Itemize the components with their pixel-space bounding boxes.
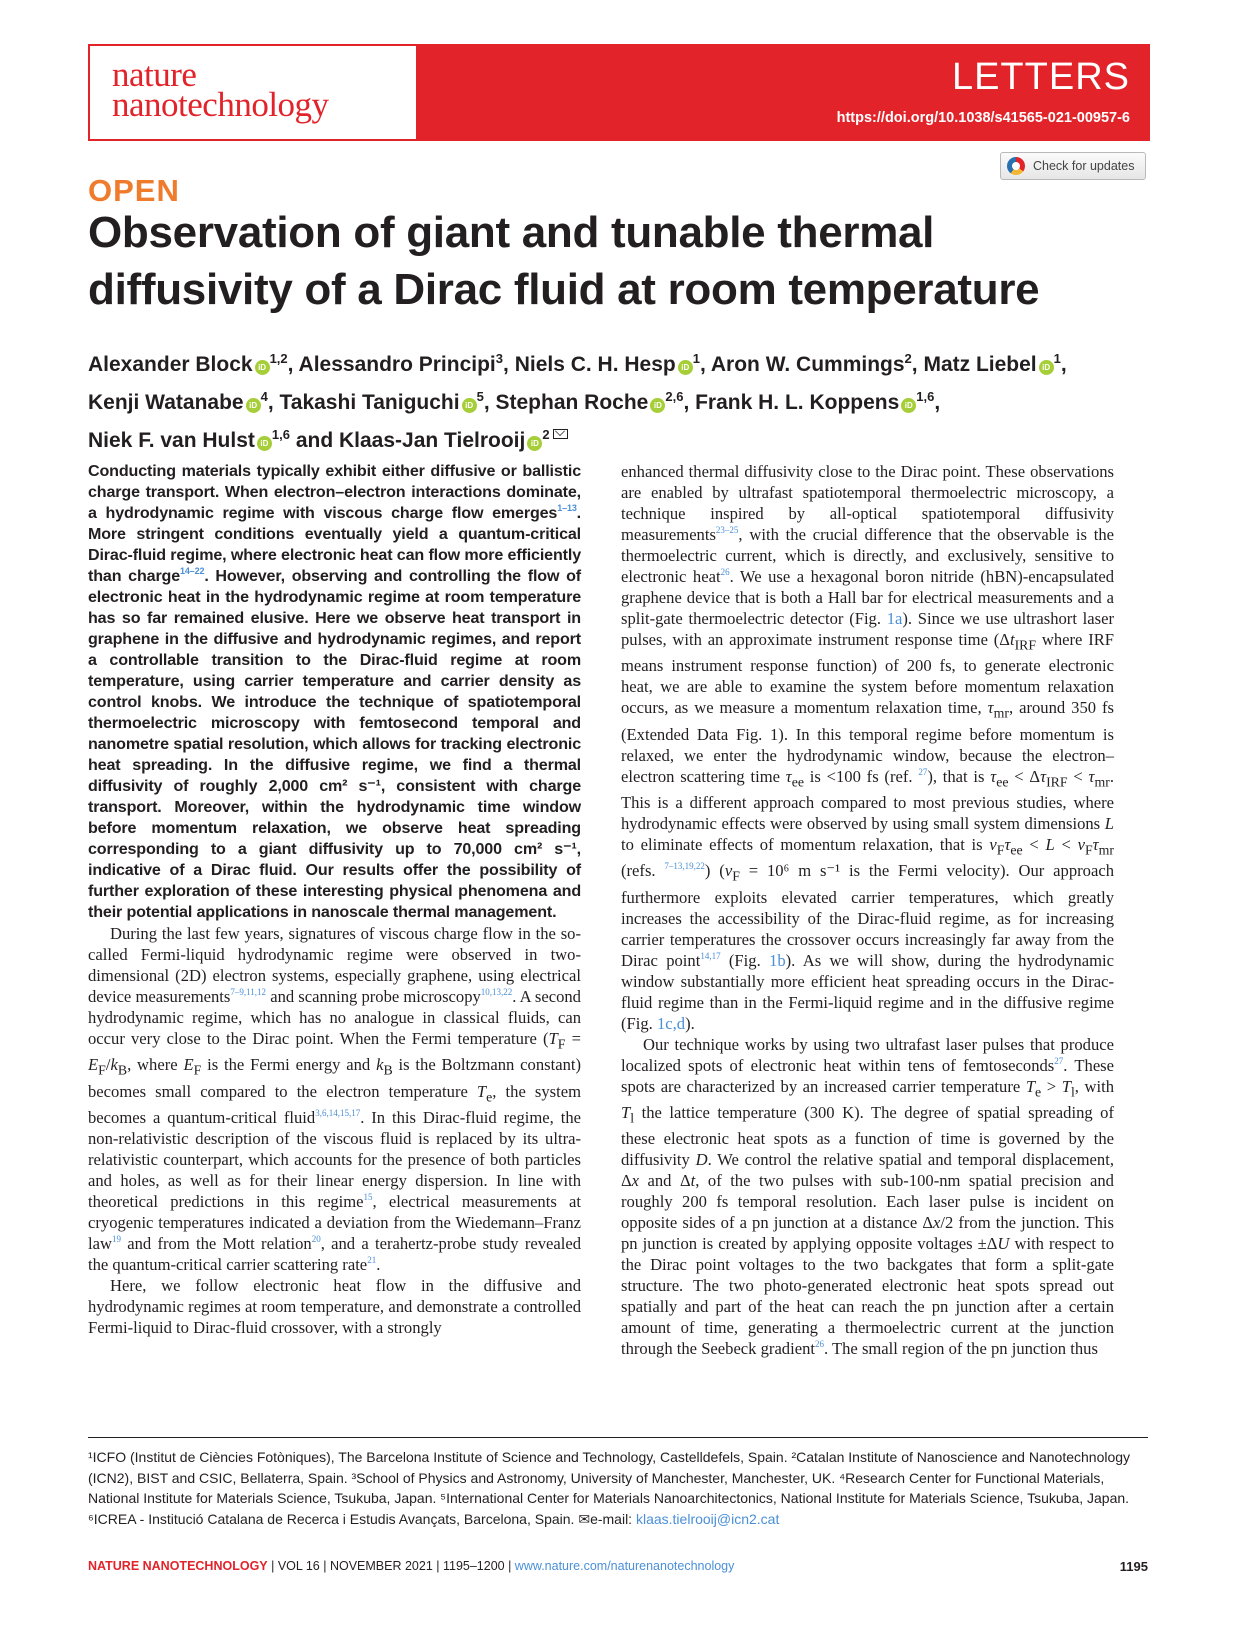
affiliations-footnote: ¹ICFO (Institut de Ciències Fotòniques), The Barcelona Institute of Science and Technology, Castelldefels, Spain. ²Catalan Institute of Nanoscience and Nanotechnology (ICN2), BIST and CSIC, Bellaterra, Spain. ³School of Physics and Astronomy, University of Manchester, Manchester, UK. ⁴Research Center for Functional Materials, National Institute for Materials Science, Tsukuba, Japan. ⁵International Center for Materials Nanoarchitectonics, National Institute for Materials Science, Tsukuba, Japan. ⁶ICREA - Institució Catalana de Recerca i Estudis Avançats, Barcelona, Spain. ✉e-mail: klaas.tielrooij@icn2.cat [88, 1449, 1131, 1527]
logo-line-1: nature [112, 55, 197, 94]
check-for-updates-button[interactable] [1000, 152, 1146, 180]
author[interactable]: Niek F. van Hulst iD$^{1,6}$ [88, 427, 290, 452]
footer-journal-link[interactable]: www.nature.com/naturenanotechnology [514, 1559, 735, 1573]
footnote-divider [88, 1437, 1148, 1438]
author[interactable]: Aron W. Cummings$^2$ [710, 351, 912, 376]
header-banner [416, 46, 1148, 139]
crossmark-icon [1007, 157, 1025, 175]
logo-line-2: nanotechnology [112, 85, 329, 124]
journal-logo[interactable] [90, 46, 416, 139]
footer-journal: NATURE NANOTECHNOLOGY [88, 1559, 268, 1573]
orcid-icon[interactable]: iD [462, 398, 477, 413]
orcid-icon[interactable]: iD [527, 436, 542, 451]
body-paragraph: Our technique works by using two ultrafast laser pulses that produce localized spots of electronic heat within tens of femtoseconds$^{27}$. These spots are characterized by an increased carrier temperature $T_e > T_l$, with $T_l$ the lattice temperature (300 K). The degree of spatial spreading of these electronic heat spots as a function of time is governed by the diffusivity D. We control the relative spatial and temporal displacement, Δx and Δt, of the two pulses with sub-100-nm spatial precision and roughly 200 fs temporal resolution. Each laser pulse is incident on opposite sides of a pn junction at a distance Δx/2 from the junction. This pn junction is created by applying opposite voltages ±ΔU with respect to the Dirac point voltages to the two backgates that form a split-gate structure. The two photo-generated electronic heat spots spread out spatially and part of the heat can reach the pn junction after a certain amount of time, generating a thermoelectric current at the junction through the Seebeck gradient$^{26}$. The small region of the pn junction thus [621, 1034, 1115, 1359]
orcid-icon[interactable]: iD [255, 360, 270, 375]
orcid-icon[interactable]: iD [650, 398, 665, 413]
author[interactable]: Stephan Roche iD$^{2,6}$ [495, 389, 684, 414]
author-list: Alexander Block iD$^{1,2}$, Alessandro Principi$^3$, Niels C. H. Hesp $iD^1$, Aron W. Cummings$^2$, Matz Liebel $iD^1$, Kenji Watanabe $iD^4$, Takashi Taniguchi $iD^5$, Stephan Roche iD$^{2,6}$, Frank H. L. Koppens iD$^{1,6}$, Niek F. van Hulst iD$^{1,6}$ and Klaas-Jan Tielrooij $iD^2$ [88, 351, 1067, 452]
author[interactable]: Alessandro Principi$^3$ [298, 351, 504, 376]
orcid-icon[interactable]: iD [901, 398, 916, 413]
author[interactable]: Kenji Watanabe $iD^4$ [88, 389, 268, 414]
section-label: LETTERS [951, 56, 1130, 98]
author[interactable]: Alexander Block iD$^{1,2}$ [88, 351, 288, 376]
body-paragraph: enhanced thermal diffusivity close to the Dirac point. These observations are enabled by ultrafast spatiotemporal thermoelectric microscopy, a technique inspired by all-optical spatiotemporal diffusivity measurements$^{23-25}$, with the crucial difference that the observable is the thermoelectric current, which is directly, and exclusively, sensitive to electronic heat$^{26}$. We use a hexagonal boron nitride (hBN)-encapsulated graphene device that is both a Hall bar for electrical measurements and a split-gate thermoelectric detector (Fig. 1a). Since we use ultrashort laser pulses, with an approximate instrument response time ($\Delta t_{IRF}$ where IRF means instrument response function) of 200 fs, to generate electronic heat, we are able to examine the system before momentum relaxation occurs, as we measure a momentum relaxation time, $\tau_{mr}$, around 350 fs (Extended Data Fig. 1). In this temporal regime before momentum is relaxed, we enter the hydrodynamic window, because the electron–electron scattering time $\tau_{ee}$ is <100 fs (ref. $^{27}$), that is $\tau_{ee} < \Delta\tau_{IRF} < \tau_{mr}$. This is a different approach compared to most previous studies, where hydrodynamic effects were observed by using small system dimensions L to eliminate effects of momentum relaxation, that is $v_F\tau_{ee} < L < v_F\tau_{mr}$ (refs. $^{7-13,19,22}$) ($v_F = 10^6$ m s⁻¹ is the Fermi velocity). Our approach furthermore exploits elevated carrier temperatures, which greatly increases the accessibility of the Dirac-fluid regime, as for increasing carrier temperatures the crossover occurs increasingly far away from the Dirac point$^{14,17}$ (Fig. 1b). As we will show, during the hydrodynamic window substantially more efficient heat spreading occurs in the Dirac-fluid regime than in the Fermi-liquid regime and in the diffusive regime (Fig. 1c,d). [621, 462, 1115, 1033]
footer-details: | VOL 16 | NOVEMBER 2021 | 1195–1200 | [267, 1559, 515, 1573]
page-number: 1195 [1119, 1559, 1148, 1574]
journal-header [88, 44, 1150, 141]
orcid-icon[interactable]: iD [257, 436, 272, 451]
orcid-icon[interactable]: iD [678, 360, 693, 375]
abstract: Conducting materials typically exhibit either diffusive or ballistic charge transport. When electron–electron interactions dominate, a hydrodynamic regime with viscous charge flow emerges$^{1-13}$. More stringent conditions eventually yield a quantum-critical Dirac-fluid regime, where electronic heat can flow more efficiently than charge$^{14-22}$. However, observing and controlling the flow of electronic heat in the hydrodynamic regime at room temperature has so far remained elusive. Here we observe heat transport in graphene in the diffusive and hydrodynamic regimes, and report a controllable transition to the Dirac-fluid regime at room temperature, using carrier temperature and carrier density as control knobs. We introduce the technique of spatiotemporal thermoelectric microscopy with femtosecond temporal and nanometre spatial resolution, which allows for tracking electronic heat spreading. In the diffusive regime, we find a thermal diffusivity of roughly 2,000 cm² s⁻¹, consistent with charge transport. Moreover, within the hydrodynamic time window before momentum relaxation, we observe heat spreading corresponding to a giant diffusivity up to 70,000 cm² s⁻¹, indicative of a Dirac fluid. Our results offer the possibility of further exploration of these interesting physical phenomena and their potential applications in nanoscale thermal management. [88, 462, 581, 921]
body-paragraph: Here, we follow electronic heat flow in the diffusive and hydrodynamic regimes at room temperature, and demonstrate a controlled Fermi-liquid to Dirac-fluid crossover, with a strongly [88, 1275, 581, 1337]
envelope-icon: ✉ [578, 1510, 591, 1527]
right-column [621, 461, 1114, 1359]
email-envelope-icon[interactable] [553, 429, 568, 439]
orcid-icon[interactable]: iD [1039, 360, 1054, 375]
orcid-icon[interactable]: iD [246, 398, 261, 413]
doi-link[interactable]: https://doi.org/10.1038/s41565-021-00957-6 [836, 110, 1130, 126]
left-column [88, 461, 581, 1338]
corresponding-email-link[interactable]: klaas.tielrooij@icn2.cat [635, 1510, 780, 1527]
author[interactable]: Matz Liebel $iD^1$ [923, 351, 1061, 376]
check-updates-label: Check for updates [1033, 159, 1135, 173]
author[interactable]: Frank H. L. Koppens iD$^{1,6}$ [695, 389, 935, 414]
body-paragraph: During the last few years, signatures of viscous charge flow in the so-called Fermi-liquid hydrodynamic regime were observed in two-dimensional (2D) electron systems, especially graphene, using electrical device measurements$^{7-9,11,12}$ and scanning probe microscopy$^{10,13,22}$. A second hydrodynamic regime, which has no analogue in classical fluids, can occur very close to the Dirac point. When the Fermi temperature ($T_F = E_F/k_B$, where $E_F$ is the Fermi energy and $k_B$ is the Boltzmann constant) becomes small compared to the electron temperature $T_e$, the system becomes a quantum-critical fluid$^{3,6,14,15,17}$. In this Dirac-fluid regime, the non-relativistic description of the viscous fluid is replaced by its ultra-relativistic counterpart, which accounts for the presence of both particles and holes, as well as for their linear energy dispersion. In line with theoretical predictions in this regime$^{15}$, electrical measurements at cryogenic temperatures indicated a deviation from the Wiedemann–Franz law$^{19}$ and from the Mott relation$^{20}$, and a terahertz-probe study revealed the quantum-critical carrier scattering rate$^{21}$. [88, 924, 582, 1274]
author[interactable]: Klaas-Jan Tielrooij $iD^2$ [339, 427, 550, 452]
author[interactable]: Niels C. H. Hesp $iD^1$ [514, 351, 700, 376]
page-footer [88, 1559, 734, 1573]
article-title: Observation of giant and tunable thermal diffusivity of a Dirac fluid at room temperature [88, 208, 1040, 314]
author[interactable]: Takashi Taniguchi $iD^5$ [279, 389, 484, 414]
open-access-badge: OPEN [88, 173, 180, 208]
